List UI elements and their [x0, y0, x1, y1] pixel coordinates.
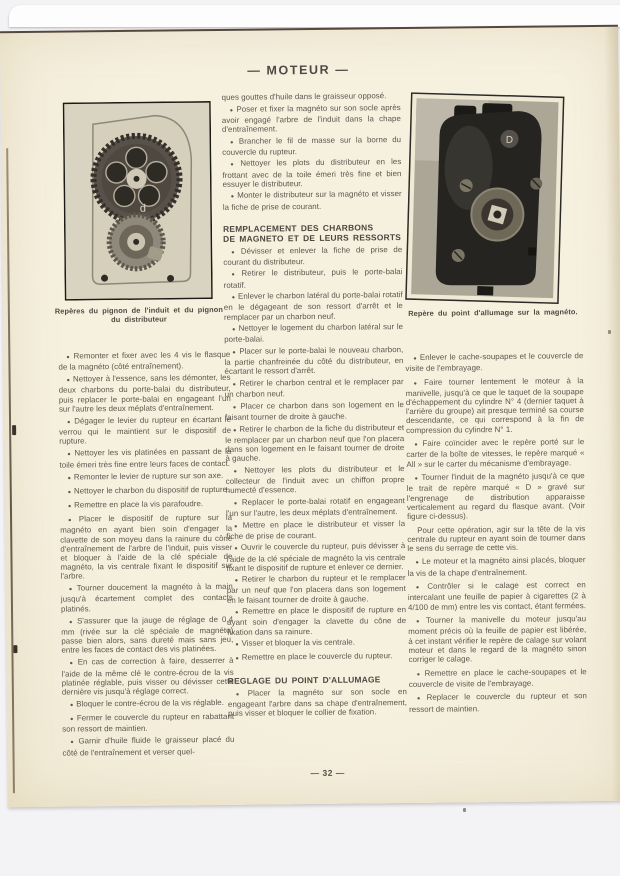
- text-item: ● Remettre en place le dispositif de rupture en ayant soin d'engager la clavette du cône de fixation dans sa rainure.: [227, 605, 406, 636]
- text-item: ● Nettoyer les plots du distributeur en les frottant avec de la toile émeri très fine et bien essuyer le distributeur.: [222, 157, 401, 188]
- text-item: REMPLACEMENT DES CHARBONS DE MAGNETO ET DE LEURS RESSORTS: [222, 222, 402, 244]
- text-item: ● Mettre en place le distributeur et visser la fiche de prise de courant.: [226, 519, 405, 541]
- scan-speck: [608, 330, 611, 334]
- figure-magneto: [405, 92, 565, 309]
- text-item: ● Remettre en place le cache-soupapes et le couvercle de visite de l'embrayage.: [409, 667, 587, 689]
- text-item: ● Nettoyer le charbon du dispositif de rupture.: [60, 485, 232, 498]
- text-item: ● Remonter et fixer avec les 4 vis le flasque de la magnéto (côté entraînement).: [58, 350, 230, 372]
- text-item: ● Placer sur le porte-balai le nouveau charbon, la partie chanfreinée du côté du distributeur, en écartant le ressort d'arrêt.: [224, 345, 403, 376]
- text-item: ● Retirer le charbon de la fiche du distributeur et le remplacer par un charbon neuf que l'on placera dans son logement en le faisant tourner de droite à gauche.: [225, 423, 404, 463]
- svg-text:D: D: [505, 134, 514, 146]
- text-item: ● Garnir d'huile fluide le graisseur placé du côté de l'entraînement et verser quel-: [62, 735, 234, 757]
- text-item: ● Le moteur et la magnéto ainsi placés, bloquer la vis de la chape d'entraînement.: [407, 556, 585, 578]
- text-item: ● Brancher le fil de masse sur la borne du couvercle du rupteur.: [222, 135, 401, 157]
- text-item: ● Replacer le couvercle du rupteur et son ressort de maintien.: [409, 691, 587, 713]
- timing-gears-photo: [63, 101, 213, 301]
- text-item: ● Enlever le cache-soupapes et le couvercle de visite de l'embrayage.: [405, 351, 583, 373]
- text-item: ● Tourner l'induit de la magnéto jusqu'à ce que le trait de repère marqué « D » gravé sur l'engrenage de distribution apparaisse verticalement au regard du flasque avant. (Voir figure ci-dessus).: [407, 471, 585, 521]
- text-item: ● Bloquer le contre-écrou de la vis réglable.: [62, 698, 234, 711]
- scan-speck: [463, 808, 466, 812]
- text-item: ● Nettoyer à l'essence, sans les démonter, les deux charbons du porte-balai du distributeur, puis replacer le porte-balai en engageant l'un sur l'autre les deux méplats d'entraînement.: [59, 373, 231, 413]
- text-item: ● Poser et fixer la magnéto sur son socle après avoir engagé l'arbre de l'induit dans la chape d'entraînement.: [222, 103, 401, 134]
- text-item: ● Dégager le levier du rupteur en écartant le verrou qui le maintient sur le dispositif de rupture.: [59, 415, 231, 446]
- text-item: ● Faire tourner lentement le moteur à la manivelle, jusqu'à ce que le taquet de la soupape d'échappement du cylindre N° 4 (dernier taquet à l'arrière du groupe) ait presque terminé sa course descendante, ce qui correspond à la fin de compression du cylindre N° 1.: [406, 376, 585, 435]
- text-item: ● Placer le dispositif de rupture sur la magnéto en ayant bien soin d'engager la clavette de son moyeu dans la rainure du cône d'entraînement de l'arbre de l'induit, puis visser et bloquer à l'aide de la clé spéciale de magnéto, la vis centrale fixant le dispositif sur l'arbre.: [60, 513, 233, 581]
- text-item: ● Remettre en place la vis parafoudre.: [60, 499, 232, 512]
- magneto-photo: [405, 92, 565, 304]
- text-item: ● Placer la magnéto sur son socle en engageant l'arbre dans sa chape d'entraînement, puis visser et bloquer le collier de fixation.: [228, 687, 407, 718]
- text-item: ques gouttes d'huile dans le graisseur opposé.: [221, 91, 387, 102]
- text-item: REGLAGE DU POINT D'ALLUMAGE: [227, 674, 381, 686]
- scan-speck: [12, 425, 16, 435]
- text-item: ● Remettre en place le couvercle du rupteur.: [227, 651, 406, 664]
- text-item: ● Tourner doucement la magnéto à la main jusqu'à écartement complet des contacts platinés.: [61, 582, 233, 613]
- text-item: ● Ouvrir le couvercle du rupteur, puis dévisser à l'aide de la clé spéciale de magnéto la vis centrale fixant le dispositif de rupture et enlever ce dernier.: [226, 541, 405, 572]
- text-item: ● Fermer le couvercle du rupteur en rabattant son ressort de maintien.: [62, 712, 234, 734]
- page-number: — 32 —: [310, 767, 345, 779]
- figure-left-caption: Repères du pignon de l'induit et du pignon du distributeur: [54, 304, 224, 325]
- book-top-edge: [9, 5, 620, 27]
- scan-speck: [13, 645, 17, 653]
- text-item: ● Visser et bloquer la vis centrale.: [227, 637, 406, 650]
- text-item: ● Retirer le charbon central et le remplacer par un charbon neuf.: [225, 377, 404, 399]
- text-item: ● Faire coïncider avec le repère porté sur le carter de la boîte de vitesses, le repère marqué « All » sur le carter du mécanisme d'embrayage.: [406, 437, 584, 468]
- text-item: ● Remonter le levier de rupture sur son axe.: [60, 471, 232, 484]
- text-item: ● Tourner la manivelle du moteur jusqu'au moment précis où la feuille de papier est libérée, à cet instant vérifier le repère de calage sur volant moteur et dans le regard de la magnéto sinon corriger le calage.: [408, 614, 586, 664]
- text-item: Pour cette opération, agir sur la tête de la vis centrale du rupteur en ayant soin de tourner dans le sens du serrage de cette vis.: [407, 523, 586, 553]
- text-item: ● Replacer le porte-balai rotatif en engageant l'un sur l'autre, les deux méplats d'entraînement.: [226, 496, 405, 518]
- column-left: [58, 350, 234, 761]
- text-item: ● Placer ce charbon dans son logement en le faisant tourner de droite à gauche.: [225, 400, 404, 422]
- text-item: ● S'assurer que la jauge de réglage de 0,4 mm (rivée sur la clé spéciale de magnéto) passe bien alors, sans dureté mais sans jeu, entre les faces de contact des vis platinées.: [61, 615, 233, 655]
- text-item: ● En cas de correction à faire, desserrer à l'aide de la même clé le contre-écrou de la vis platinée réglable, puis visser ou dévisser cette dernière vis jusqu'à réglage correct.: [62, 656, 234, 696]
- text-item: ● Monter le distributeur sur la magnéto et visser la fiche de prise de courant.: [223, 189, 402, 211]
- text-item: ● Retirer le distributeur, puis le porte-balai rotatif.: [223, 267, 402, 289]
- text-item: ● Nettoyer les plots du distributeur et le collecteur de l'induit avec un chiffon propre humecté d'essence.: [226, 464, 405, 495]
- figure-timing-gears: [63, 101, 213, 306]
- text-item: ● Dévisser et enlever la fiche de prise de courant du distributeur.: [223, 245, 402, 267]
- text-item: ● Contrôler si le calage est correct en intercalant une feuille de papier à cigarettes (2 à 4/100 de mm) entre les vis contact, étant fermées.: [408, 580, 586, 611]
- scanned-page: [0, 25, 620, 807]
- text-item: ● Nettoyer les vis platinées en passant de la toile émeri très fine entre leurs faces de contact.: [59, 447, 231, 469]
- figure-right-caption: Repère du point d'allumage sur la magnéto.: [408, 307, 578, 318]
- text-item: ● Enlever le charbon latéral du porte-balai rotatif en le dégageant de son ressort d'arrêt et le remplacer par un charbon neuf.: [224, 290, 403, 321]
- text-item: ● Nettoyer le logement du charbon latéral sur le porte-balai.: [224, 322, 403, 344]
- column-right: [405, 351, 587, 718]
- svg-text:d: d: [139, 202, 147, 215]
- page-title: — MOTEUR —: [247, 62, 350, 78]
- text-item: ● Retirer le charbon du rupteur et le remplacer par un neuf que l'on placera dans son logement en le faisant tourner de droite à gauche.: [227, 573, 406, 604]
- column-middle: [222, 91, 408, 721]
